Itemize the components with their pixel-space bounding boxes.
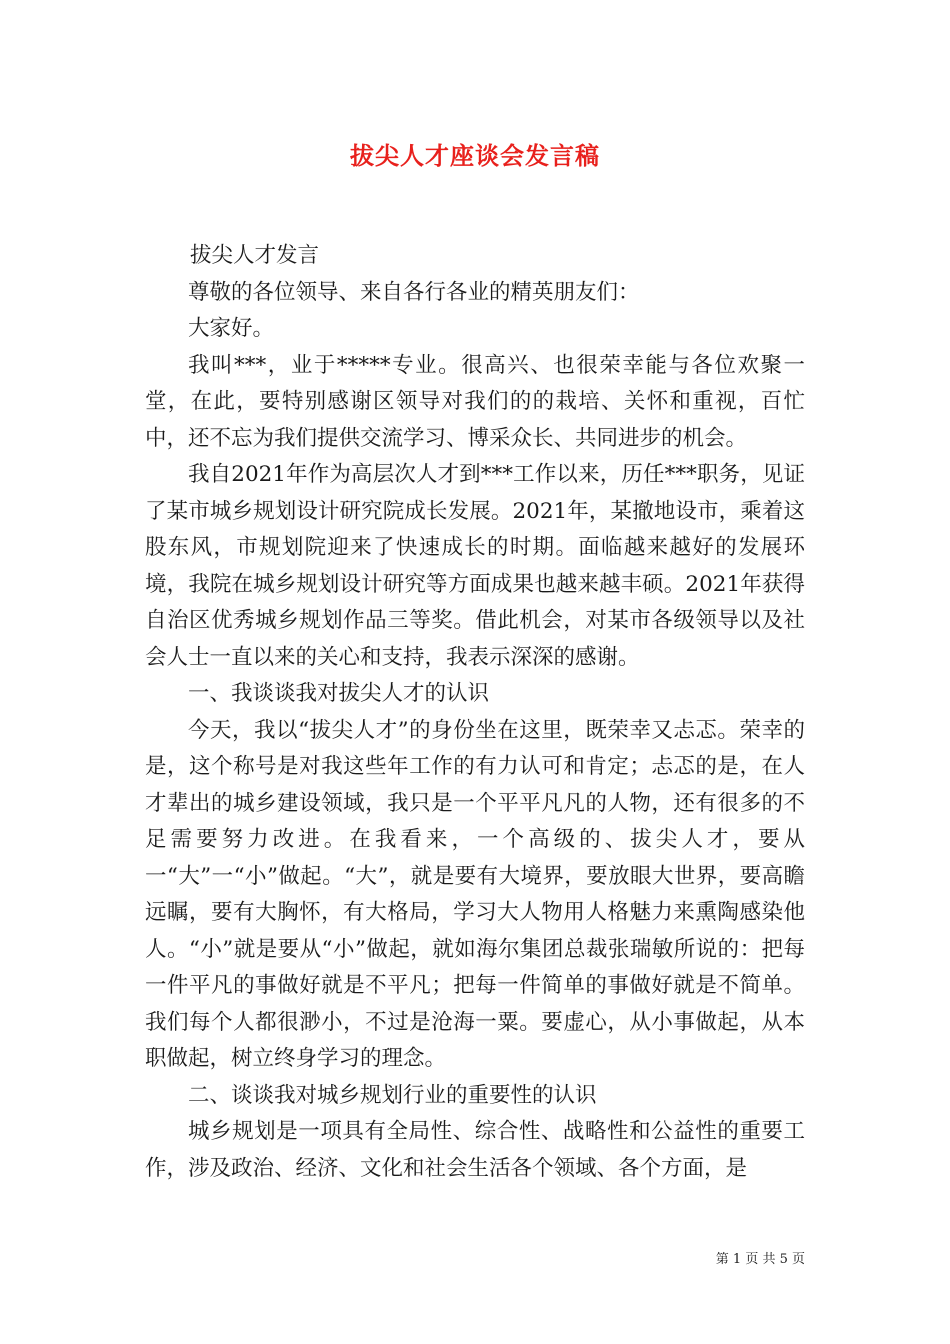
paragraph-heading: 拔尖人才发言 xyxy=(190,243,320,268)
paragraph-talent-view: 今天，我以“拔尖人才”的身份坐在这里，既荣幸又忐忑。荣幸的是，这个称号是对我这些年工作的有力认可和肯定；忐忑的是，在人才辈出的城乡建设领域，我只是一个平平凡凡的人物，还有很多的不足需要努力改进。在我看来，一个高级的、拔尖人才，要从一“大”一“小”做起。“大”，就是要有大境界，要放眼大世界，要高瞻远瞩，要有大胸怀，有大格局，学习大人物用人格魅力来熏陶感染他人。“小”就是要从“小”做起，就如海尔集团总裁张瑞敏所说的：把每一件平凡的事做好就是不平凡；把每一件简单的事做好就是不简单。我们每个人都很渺小，不过是沧海一粟。要虚心，从小事做起，从本职做起，树立终身学习的理念。 xyxy=(145,717,805,1071)
paragraph-intro: 我叫***，业于*****专业。很高兴、也很荣幸能与各位欢聚一堂，在此，要特别感谢区领导对我们的的栽培、关怀和重视，百忙中，还不忘为我们提供交流学习、博采众长、共同进步的机会。 xyxy=(145,352,805,451)
paragraph-greeting: 大家好。 xyxy=(188,316,275,341)
document-body xyxy=(145,238,805,1187)
page-number: 第 1 页 共 5 页 xyxy=(715,1252,805,1267)
section-heading-1: 一、我谈谈我对拔尖人才的认识 xyxy=(188,681,490,706)
paragraph-career: 我自2021年作为高层次人才到***工作以来，历任***职务，见证了某市城乡规划设计研究院成长发展。2021年，某撤地设市，乘着这股东风，市规划院迎来了快速成长的时期。面临越来越好的发展环境，我院在城乡规划设计研究等方面成果也越来越丰硕。2021年获得自治区优秀城乡规划作品三等奖。借此机会，对某市各级领导以及社会人士一直以来的关心和支持，我表示深深的感谢。 xyxy=(145,462,805,670)
paragraph-salutation: 尊敬的各位领导、来自各行各业的精英朋友们： xyxy=(188,279,640,305)
section-heading-2: 二、谈谈我对城乡规划行业的重要性的认识 xyxy=(188,1082,597,1108)
document-title: 拔尖人才座谈会发言稿 xyxy=(350,141,600,170)
paragraph-planning: 城乡规划是一项具有全局性、综合性、战略性和公益性的重要工作，涉及政治、经济、文化和社会生活各个领域、各个方面，是 xyxy=(145,1119,805,1181)
